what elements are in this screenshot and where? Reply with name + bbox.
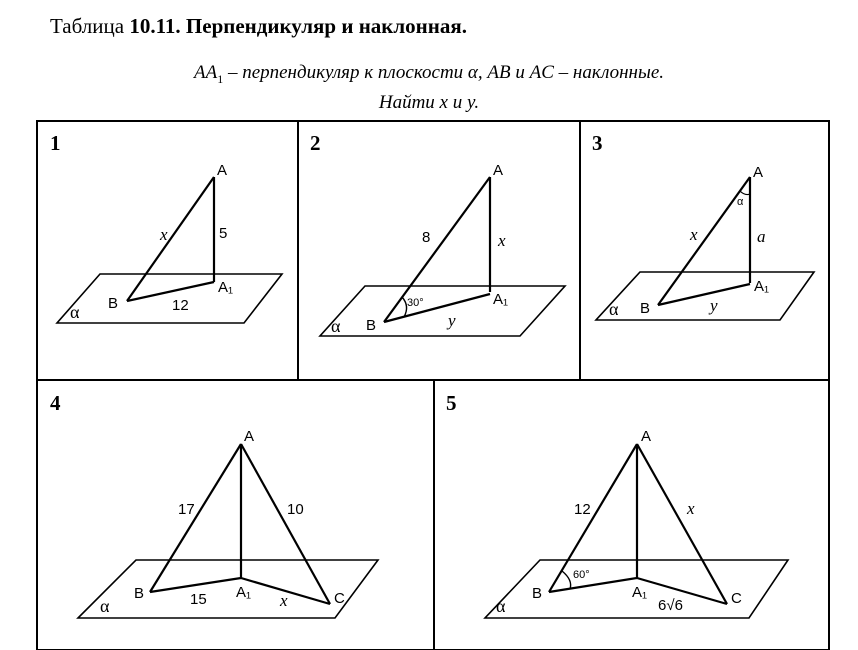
figure-5 xyxy=(446,391,788,618)
segment-ab xyxy=(127,177,214,301)
point-a1: A₁ xyxy=(218,279,234,296)
angle-arc xyxy=(402,297,407,317)
point-a1: A₁ xyxy=(754,278,770,295)
figure-4 xyxy=(50,391,378,618)
table-word: Таблица xyxy=(50,14,125,38)
segment-ac xyxy=(637,444,727,604)
label-ba1: y xyxy=(710,296,718,315)
task-rest: – перпендикуляр к плоскости α, AB и AC – наклонные. xyxy=(223,62,665,83)
segment-ba1 xyxy=(384,294,490,322)
segment-ab xyxy=(150,444,241,592)
label-ba1: 12 xyxy=(172,297,189,314)
point-b: B xyxy=(134,585,145,602)
task-line-2: Найти x и y. xyxy=(378,92,480,113)
point-b: B xyxy=(640,300,651,317)
label-a1c: x xyxy=(280,591,288,610)
plane-label: α xyxy=(331,316,341,336)
point-a: A xyxy=(217,162,228,179)
segment-ac xyxy=(241,444,330,604)
cell-number: 5 xyxy=(446,391,457,415)
label-ab: 17 xyxy=(178,501,195,518)
figure-2 xyxy=(310,131,565,336)
plane xyxy=(78,560,378,618)
plane-label: α xyxy=(100,596,110,616)
cell-number: 3 xyxy=(592,131,603,155)
label-a1c: 6√6 xyxy=(658,597,683,614)
label-ab: 12 xyxy=(574,501,591,518)
point-b: B xyxy=(366,317,377,334)
label-aa1: a xyxy=(757,227,766,246)
label-ab: 8 xyxy=(422,229,431,246)
point-c: C xyxy=(731,590,742,607)
segment-ab xyxy=(549,444,637,592)
cell-number: 1 xyxy=(50,131,61,155)
point-a: A xyxy=(244,428,255,445)
point-a: A xyxy=(753,164,764,181)
angle-label: 30° xyxy=(407,297,424,309)
point-a: A xyxy=(493,162,504,179)
label-ba1: 15 xyxy=(190,591,207,608)
label-ac: x xyxy=(687,499,695,518)
label-ab: x xyxy=(690,225,698,244)
point-b: B xyxy=(532,585,543,602)
label-aa1: x xyxy=(498,231,506,250)
angle-label: 60° xyxy=(573,569,590,581)
segment-ba1 xyxy=(150,578,241,592)
segment-ba1 xyxy=(549,578,637,592)
plane xyxy=(57,274,282,323)
plane xyxy=(596,272,814,320)
label-ac: 10 xyxy=(287,501,304,518)
point-a1: A₁ xyxy=(632,584,648,601)
task-aa-sub: 1 xyxy=(217,71,224,86)
label-ba1: y xyxy=(448,311,456,330)
point-a1: A₁ xyxy=(236,584,252,601)
angle-arc xyxy=(562,571,571,589)
cell-number: 4 xyxy=(50,391,61,415)
angle-arc xyxy=(740,191,750,195)
cell-number: 2 xyxy=(310,131,321,155)
figure-1 xyxy=(50,131,282,323)
task-aa: AA xyxy=(193,62,218,83)
plane-label: α xyxy=(496,596,506,616)
label-aa1: 5 xyxy=(219,225,228,242)
point-a: A xyxy=(641,428,652,445)
plane xyxy=(320,286,565,336)
angle-label: α xyxy=(737,196,744,208)
segment-ab xyxy=(384,177,490,322)
point-a1: A₁ xyxy=(493,291,509,308)
point-b: B xyxy=(108,295,119,312)
point-c: C xyxy=(334,590,345,607)
table-id: 10.11. Перпендикуляр и наклонная. xyxy=(129,14,467,38)
segment-ba1 xyxy=(127,282,214,301)
label-ab: x xyxy=(160,225,168,244)
plane-label: α xyxy=(70,302,80,322)
figure-3 xyxy=(592,131,814,320)
plane-label: α xyxy=(609,299,619,319)
